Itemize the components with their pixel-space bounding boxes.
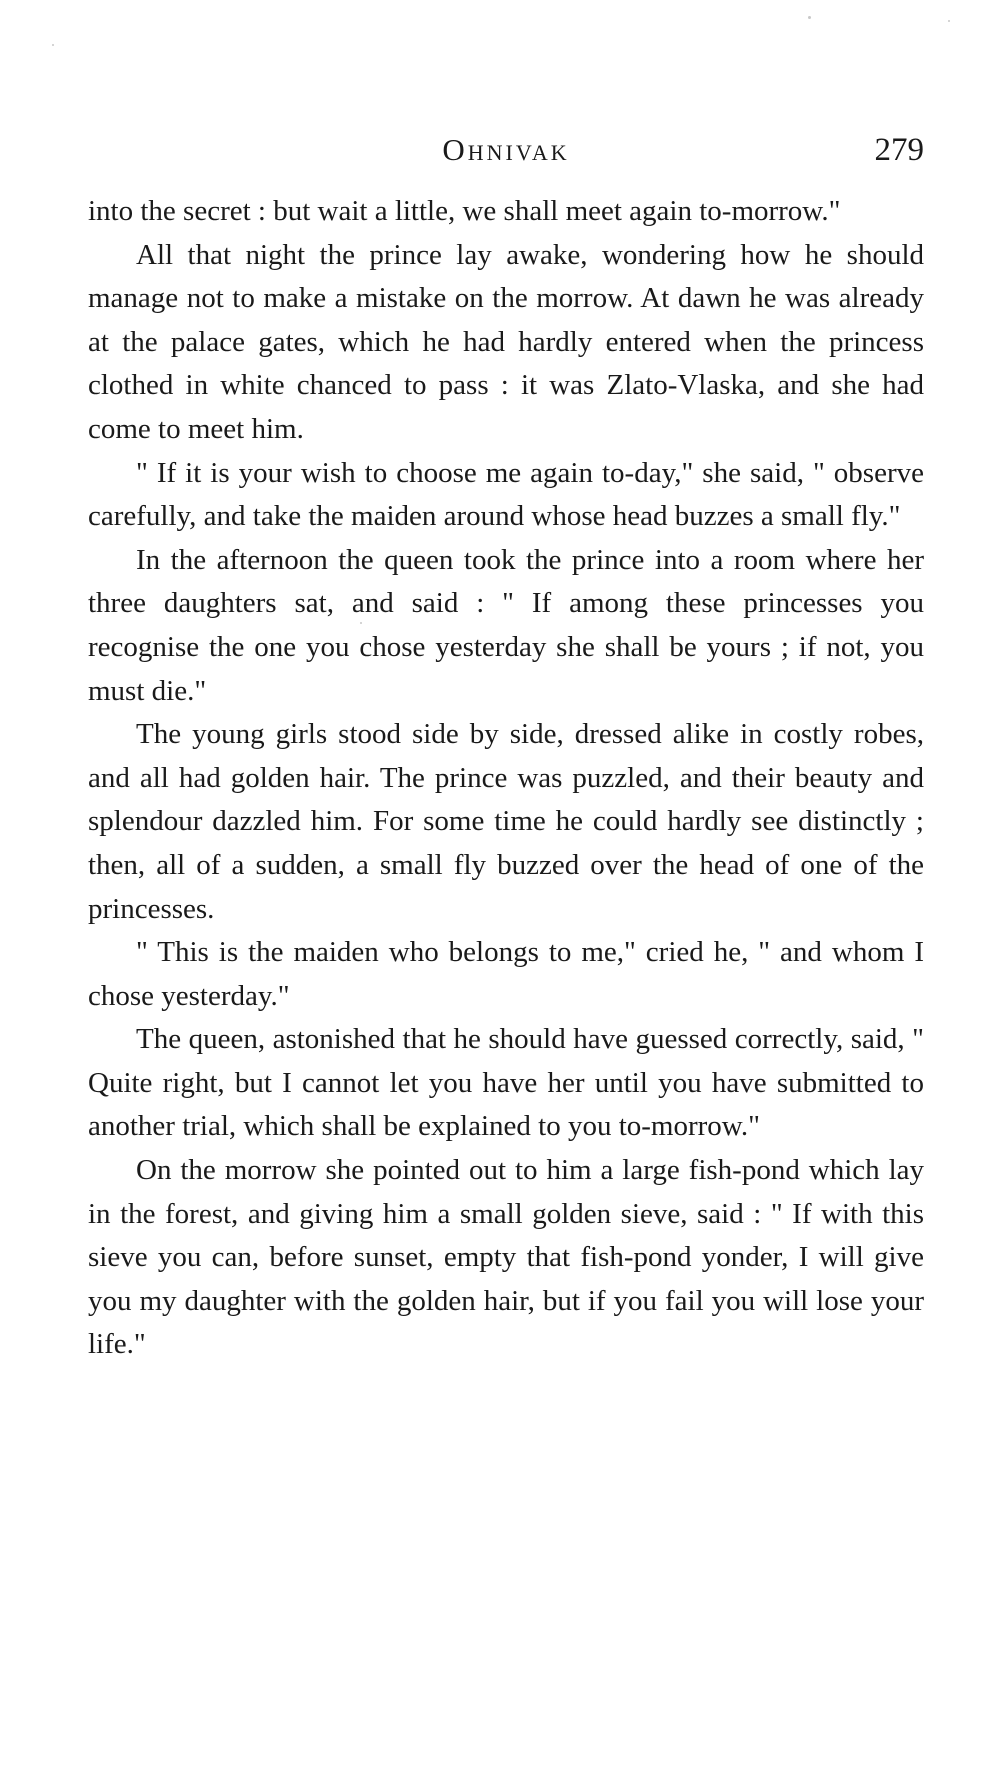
page-number: 279 bbox=[874, 132, 924, 168]
paragraph: In the afternoon the queen took the prince into a room where her three daughters sat, and said : " If among these princesses you recognise the one you chose yesterday she shall be yours ; if not, you must die." bbox=[88, 543, 924, 707]
running-head bbox=[88, 132, 924, 172]
paragraph: " This is the maiden who belongs to me," cried he, " and whom I chose yesterday." bbox=[88, 936, 924, 1012]
paragraph: into the secret : but wait a little, we shall meet again to-morrow." bbox=[88, 195, 841, 227]
paper-speck bbox=[948, 20, 950, 22]
page-title: Ohnivak bbox=[442, 132, 570, 167]
paper-speck bbox=[808, 16, 811, 19]
paragraph: On the morrow she pointed out to him a large fish-pond which lay in the forest, and giving him a small golden sieve, said : " If with this sieve you can, before sunset, empty that fish-pond yonder, I will give you my daughter with the golden hair, but if you fail you will lose your life." bbox=[88, 1154, 924, 1361]
body-text bbox=[88, 190, 924, 1367]
paper-speck bbox=[52, 44, 54, 46]
paragraph: " If it is your wish to choose me again to-day," she said, " observe carefully, and take the maiden around whose head buzzes a small fly." bbox=[88, 456, 924, 533]
paragraph: The young girls stood side by side, dressed alike in costly robes, and all had golden hair. The prince was puzzled, and their beauty and splendour dazzled him. For some time he could hardly see distinctly ; then, all of a sudden, a small fly buzzed over the head of one of the princesses. bbox=[88, 718, 924, 925]
paragraph: The queen, astonished that he should have guessed correctly, said, " Quite right, but I cannot let you have her until you have submitted to another trial, which shall be explained to you to-morrow." bbox=[88, 1023, 924, 1143]
paragraph: All that night the prince lay awake, wondering how he should manage not to make a mistake on the morrow. At dawn he was already at the palace gates, which he had hardly entered when the princess clothed in white chanced to pass : it was Zlato-Vlaska, and she had come to meet him. bbox=[88, 238, 924, 445]
